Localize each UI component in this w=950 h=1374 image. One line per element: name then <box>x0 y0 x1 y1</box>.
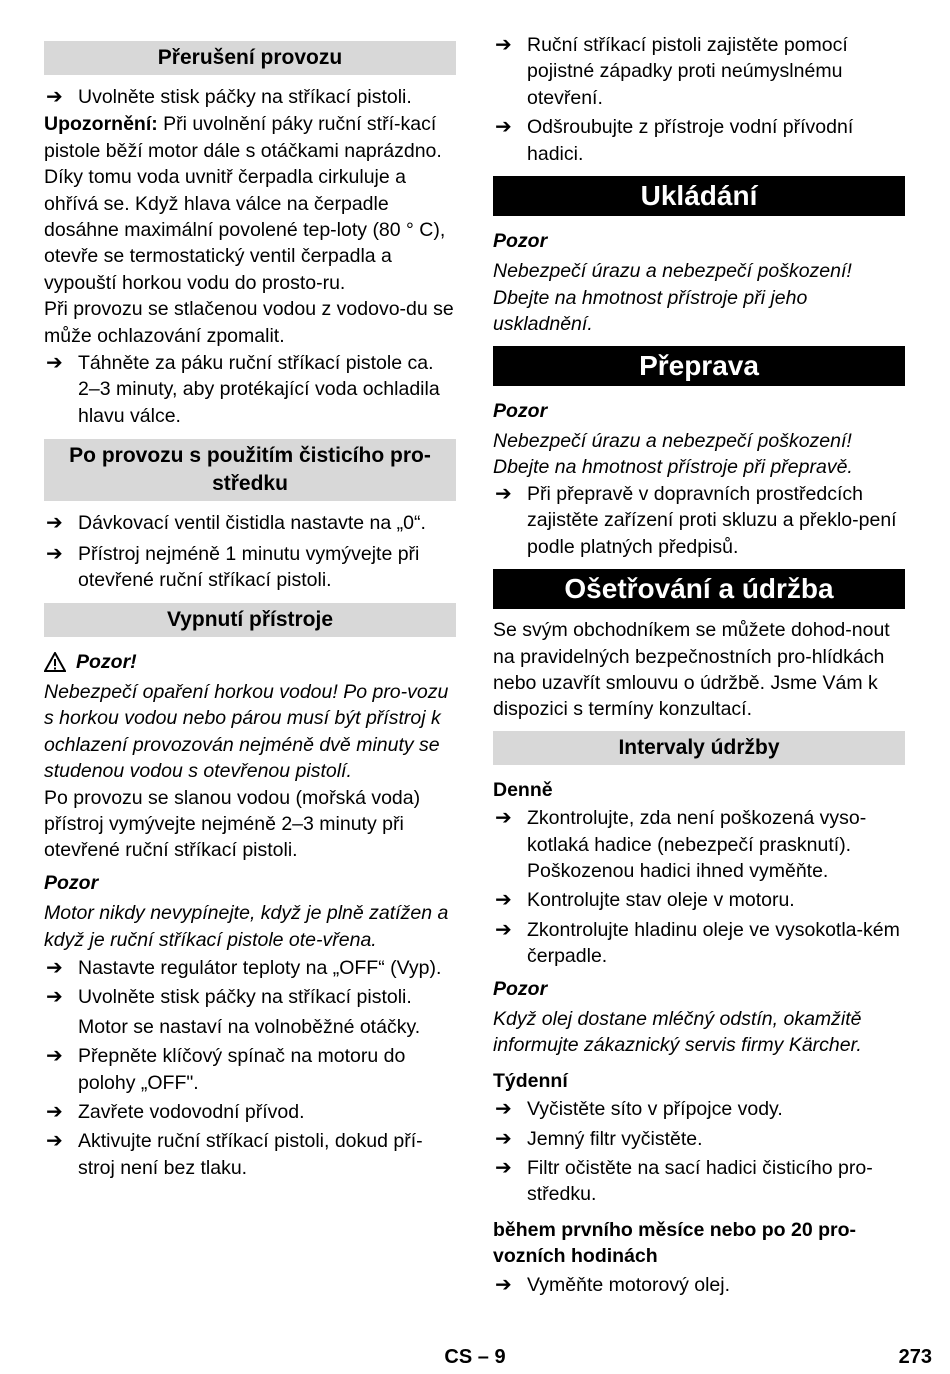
list-item-text: Vyměňte motorový olej. <box>527 1273 731 1296</box>
list-item <box>493 1272 905 1298</box>
list-item <box>493 1096 905 1122</box>
arrow-icon: ➔ <box>46 512 63 535</box>
caution-label: Pozor <box>493 399 548 422</box>
arrow-icon: ➔ <box>46 542 63 565</box>
list-item-text: Přístroj nejméně 1 minutu vymývejte při otevřené ruční stříkací pistoli. <box>78 542 420 592</box>
list-item <box>44 1128 456 1181</box>
warning-label: Pozor! <box>76 650 137 673</box>
heading-after-detergent: Po provozu s použitím čisticího pro-středku <box>44 439 456 501</box>
heading-transport: Přeprava <box>493 346 905 386</box>
heading-care-maintenance: Ošetřování a údržba <box>493 569 905 609</box>
caution-label: Pozor <box>44 871 99 894</box>
list-item-text: Při přepravě v dopravních prostředcích zajistěte zařízení proti skluzu a překlo-pení podle platných předpisů. <box>527 482 897 558</box>
list-item-text: Zavřete vodovodní přívod. <box>78 1101 305 1123</box>
list-item-text: Nastavte regulátor teploty na „OFF“ (Vyp). <box>78 956 442 979</box>
list-item <box>44 1099 456 1125</box>
heading-storage: Ukládání <box>493 176 905 216</box>
list-item <box>44 1043 456 1096</box>
caution-text: Nebezpečí úrazu a nebezpečí poškození! Dbejte na hmotnost přístroje při přepravě. <box>493 430 853 479</box>
subheading-first-month: během prvního měsíce nebo po 20 pro-vozních hodinách <box>493 1218 856 1268</box>
list-item-text: Jemný filtr vyčistěte. <box>527 1127 703 1150</box>
paragraph: Po provozu se slanou vodou (mořská voda) přístroj vymývejte nejméně 2–3 minuty při otevřené ruční stříkací pistoli. <box>44 786 421 862</box>
warning-triangle-icon <box>44 652 66 672</box>
arrow-icon: ➔ <box>495 807 512 830</box>
list-item-text: Zkontrolujte hladinu oleje ve vysokotla-kém čerpadle. <box>527 918 900 968</box>
list-item <box>493 114 905 167</box>
footer-language-page: CS – 9 <box>444 1346 506 1368</box>
note-text: Při uvolnění páky ruční stří-kací pistole běží motor dále s otáčkami naprázdno. Díky tomu voda uvnitř čerpadla cirkuluje a ohřívá se. Když hlava válce na čerpadle dosáhne maximální povolené tep-loty (80 ° C), otevře se termostatický ventil čerpadla a vypouští horkou vodu do prosto-ru. <box>44 113 446 294</box>
warning-label-row <box>44 649 456 675</box>
arrow-icon: ➔ <box>495 34 512 56</box>
arrow-icon: ➔ <box>46 86 63 108</box>
arrow-icon: ➔ <box>46 986 63 1009</box>
list-item-text: Táhněte za páku ruční stříkací pistole ca. 2–3 minuty, aby protékající voda ochladila hlavu válce. <box>78 352 440 427</box>
list-item <box>493 32 905 111</box>
arrow-icon: ➔ <box>495 918 512 941</box>
caution-label: Pozor <box>493 977 548 1000</box>
arrow-icon: ➔ <box>495 889 512 912</box>
list-item-text: Ruční stříkací pistoli zajistěte pomocí pojistné západky proti neúmyslnému otevření. <box>527 34 848 109</box>
list-item-text: Aktivujte ruční stříkací pistoli, dokud pří-stroj není bez tlaku. <box>78 1130 423 1179</box>
list-item-text: Dávkovací ventil čistidla nastavte na „0“. <box>78 512 426 535</box>
heading-maintenance-intervals: Intervaly údržby <box>493 731 905 765</box>
list-item-text: Uvolněte stisk páčky na stříkací pistoli. <box>78 986 412 1009</box>
list-item-text: Uvolněte stisk páčky na stříkací pistoli. <box>78 86 412 108</box>
list-item-text: Kontrolujte stav oleje v motoru. <box>527 889 795 912</box>
list-item <box>44 510 456 536</box>
caution-text: Když olej dostane mléčný odstín, okamžitě informujte zákaznický servis firmy Kärcher. <box>493 1007 862 1057</box>
list-item <box>44 955 456 981</box>
arrow-icon: ➔ <box>495 116 512 139</box>
subheading-weekly: Týdenní <box>493 1069 568 1092</box>
list-item <box>44 541 456 594</box>
list-item-text: Zkontrolujte, zda není poškozená vyso-kotlaká hadice (nebezpečí prasknutí). Poškozenou hadici ihned vyměňte. <box>527 807 867 882</box>
arrow-icon: ➔ <box>495 1098 512 1121</box>
list-item-text: Odšroubujte z přístroje vodní přívodní hadici. <box>527 116 854 165</box>
list-item <box>493 805 905 884</box>
note-paragraph <box>44 111 456 296</box>
caution-label: Pozor <box>493 230 548 253</box>
note-label: Upozornění: <box>44 113 158 136</box>
paragraph: Při provozu se stlačenou vodou z vodovo-du se může ochlazování zpomalit. <box>44 298 454 347</box>
arrow-icon: ➔ <box>46 1130 63 1153</box>
left-column <box>44 32 456 1181</box>
arrow-icon: ➔ <box>46 352 63 375</box>
caution-text: Motor nikdy nevypínejte, když je plně zatížen a když je ruční stříkací pistole ote-vřena. <box>44 902 449 951</box>
arrow-icon: ➔ <box>495 1127 512 1150</box>
heading-switch-off: Vypnutí přístroje <box>44 603 456 637</box>
list-item-text: Přepněte klíčový spínač na motoru do polohy „OFF". <box>78 1045 406 1094</box>
list-item-subtext: Motor se nastaví na volnoběžné otáčky. <box>78 1015 421 1038</box>
list-item <box>493 887 905 913</box>
list-item <box>493 481 905 560</box>
list-item <box>44 84 456 110</box>
footer-page-number: 273 <box>898 1346 932 1368</box>
list-item-text: Filtr očistěte na sací hadici čisticího pro-středku. <box>527 1157 873 1206</box>
arrow-icon: ➔ <box>495 482 512 505</box>
list-item <box>493 1126 905 1152</box>
right-column <box>493 32 905 1298</box>
arrow-icon: ➔ <box>495 1273 512 1296</box>
subheading-daily: Denně <box>493 778 553 801</box>
heading-interruption: Přerušení provozu <box>44 41 456 75</box>
arrow-icon: ➔ <box>46 1101 63 1123</box>
list-item <box>44 350 456 429</box>
warning-text: Nebezpečí opaření horkou vodou! Po pro-vozu s horkou vodou nebo párou musí být přístroj k ochlazení provozován nejméně dvě minuty se studenou vodou s otevřenou pistolí. <box>44 680 449 783</box>
caution-text: Nebezpečí úrazu a nebezpečí poškození! Dbejte na hmotnost přístroje při jeho uskladnění. <box>493 260 852 336</box>
list-item <box>493 1155 905 1208</box>
arrow-icon: ➔ <box>495 1157 512 1179</box>
arrow-icon: ➔ <box>46 956 63 979</box>
list-item <box>493 917 905 970</box>
list-item <box>44 984 456 1010</box>
arrow-icon: ➔ <box>46 1045 63 1068</box>
list-item-text: Vyčistěte síto v přípojce vody. <box>527 1098 783 1121</box>
paragraph: Se svým obchodníkem se můžete dohod-nout na pravidelných bezpečnostních pro-hlídkách nebo uzavřít smlouvu o údržbě. Jsme Vám k dispozici s termíny konzultací. <box>493 619 890 721</box>
